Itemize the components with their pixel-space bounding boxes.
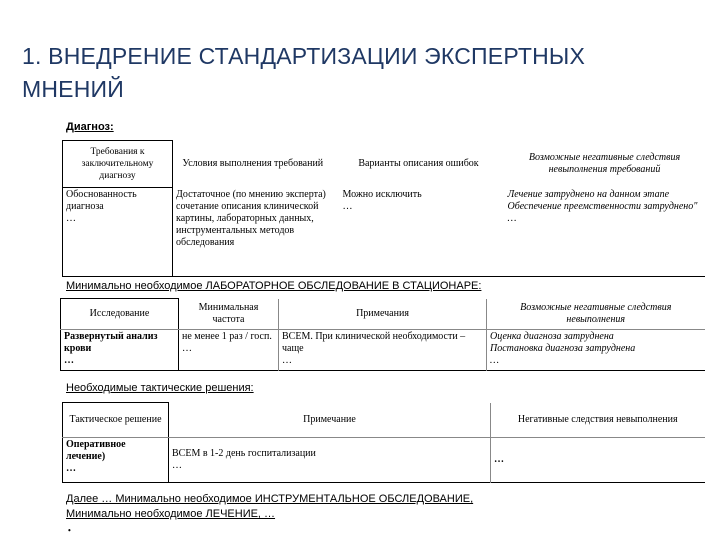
lab-header-notes: Примечания xyxy=(279,299,487,330)
lab-cell-notes: ВСЕМ. При клинической необходимости – чаще … xyxy=(279,330,487,371)
tactics-header-note: Примечание xyxy=(169,403,491,438)
tactics-cell-decision: Оперативное лечение) … xyxy=(63,438,169,483)
diagnosis-cell-consequence: Лечение затруднено на данном этапе Обеспечение преемственности затруднено" … xyxy=(507,188,698,224)
footer-line-1: Далее … Минимально необходимое ИНСТРУМЕНТАЛЬНОЕ ОБСЛЕДОВАНИЕ, xyxy=(66,493,474,505)
diagnosis-cell-condition: Достаточное (по мнению эксперта) сочетание описания клинической картины, лабораторных данных, инструментальных методов обследования xyxy=(176,188,326,248)
title-line-2: МНЕНИЙ xyxy=(22,76,124,102)
tactics-cell-consequences: … xyxy=(494,454,504,465)
tactics-data-row xyxy=(63,438,705,483)
tactics-table xyxy=(62,402,705,483)
diagnosis-table xyxy=(62,140,705,277)
diagnosis-label: Диагноз: xyxy=(66,121,114,133)
diagnosis-cell-error: Можно исключить … xyxy=(342,188,422,212)
diagnosis-header-error-variants: Варианты описания ошибок xyxy=(358,158,479,169)
diagnosis-header-consequences: Возможные негативные следствия невыполнения требований xyxy=(528,152,681,175)
lab-cell-frequency: не менее 1 раз / госп. … xyxy=(179,330,279,371)
lab-header-consequences: Возможные негативные следствия невыполнения xyxy=(487,299,705,330)
title-line-1: 1. ВНЕДРЕНИЕ СТАНДАРТИЗАЦИИ ЭКСПЕРТНЫХ xyxy=(22,43,586,69)
footer-line-2: Минимально необходимое ЛЕЧЕНИЕ, … xyxy=(66,508,276,520)
lab-header-frequency: Минимальная частота xyxy=(179,299,279,330)
diagnosis-header-conditions: Условия выполнения требований xyxy=(182,158,324,169)
page-title xyxy=(22,40,682,106)
lab-cell-study: Развернутый анализ крови … xyxy=(61,330,179,371)
diagnosis-header-requirements: Требования к заключительному диагнозу xyxy=(63,141,173,188)
bullet-mark: • xyxy=(68,526,71,535)
diagnosis-header-row xyxy=(63,141,705,188)
lab-header-study: Исследование xyxy=(61,299,179,330)
tactics-cell-note: ВСЕМ в 1-2 день госпитализации … xyxy=(169,438,491,483)
lab-label: Минимально необходимое ЛАБОРАТОРНОЕ ОБСЛЕДОВАНИЕ В СТАЦИОНАРЕ: xyxy=(66,280,482,292)
diagnosis-data-row xyxy=(63,188,705,277)
lab-cell-consequences: Оценка диагноза затруднена Постановка диагноза затруднена … xyxy=(490,331,636,366)
diagnosis-cell-requirement: Обоснованность диагноза … xyxy=(63,188,173,277)
tactics-header-decision: Тактическое решение xyxy=(63,403,169,438)
lab-data-row xyxy=(61,330,705,371)
tactics-header-consequences: Негативные следствия невыполнения xyxy=(491,403,705,438)
tactics-header-row xyxy=(63,403,705,438)
lab-header-row xyxy=(61,299,705,330)
tactics-label: Необходимые тактические решения: xyxy=(66,382,254,394)
lab-table xyxy=(60,298,705,371)
